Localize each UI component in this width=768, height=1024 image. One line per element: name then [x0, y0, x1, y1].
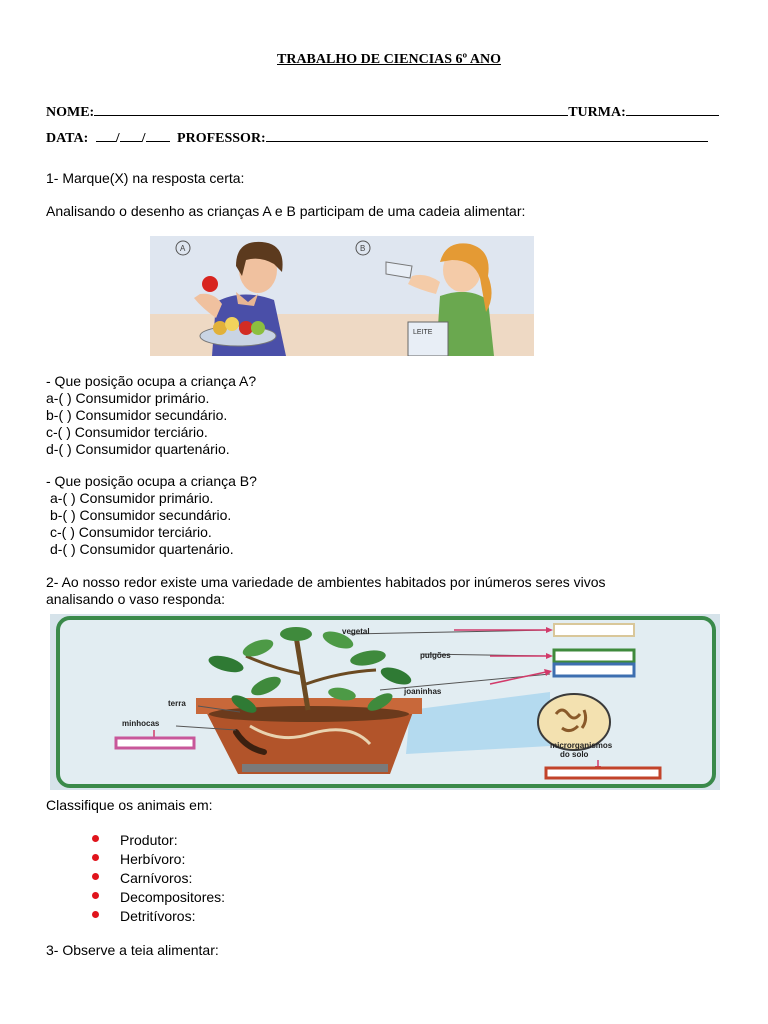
- q1a-option-d[interactable]: d-( ) Consumidor quartenário.: [46, 441, 230, 457]
- q1b-option-d[interactable]: d-( ) Consumidor quartenário.: [50, 541, 234, 557]
- q2-classify: Classifique os animais em:: [46, 797, 213, 813]
- q2-heading-line2: analisando o vaso responda:: [46, 591, 226, 607]
- answer-box-pulgoes[interactable]: [554, 650, 634, 662]
- data-label: DATA:: [46, 131, 89, 146]
- list-item: [92, 907, 392, 926]
- name-row: [46, 102, 719, 121]
- date-day-field[interactable]: [96, 128, 116, 142]
- q1-sub-a: [46, 373, 256, 458]
- date-slash: /: [141, 131, 146, 146]
- turma-label: TURMA:: [568, 105, 626, 120]
- label-do-solo: do solo: [560, 750, 589, 759]
- nome-field[interactable]: [94, 102, 568, 116]
- list-item: [92, 831, 392, 850]
- item-detritivoros: Detritívoros:: [120, 908, 196, 924]
- answer-box-joaninhas[interactable]: [554, 664, 634, 676]
- date-month-field[interactable]: [120, 128, 142, 142]
- q1a-question: - Que posição ocupa a criança A?: [46, 373, 257, 389]
- label-minhocas: minhocas: [122, 719, 160, 728]
- page-title: TRABALHO DE CIENCIAS 6º ANO: [277, 52, 501, 67]
- q2-heading-line1: 2- Ao nosso redor existe uma variedade de ambientes habitados por inúmeros seres vivos: [46, 574, 606, 590]
- label-terra: terra: [168, 699, 186, 708]
- q1a-option-b[interactable]: b-( ) Consumidor secundário.: [46, 407, 228, 423]
- professor-field[interactable]: [266, 128, 708, 142]
- date-row: [46, 128, 708, 147]
- bullet-icon: [92, 873, 99, 880]
- answer-box-microrganismos[interactable]: [546, 768, 660, 778]
- q1-heading: 1- Marque(X) na resposta certa:: [46, 170, 245, 186]
- q1b-option-b[interactable]: b-( ) Consumidor secundário.: [50, 507, 232, 523]
- bullet-icon: [92, 835, 99, 842]
- q3-heading: 3- Observe a teia alimentar:: [46, 942, 219, 958]
- q1b-option-c[interactable]: c-( ) Consumidor terciário.: [50, 524, 212, 540]
- answer-box-vegetal[interactable]: [554, 624, 634, 636]
- nome-label: NOME:: [46, 105, 95, 120]
- turma-field[interactable]: [626, 102, 719, 116]
- item-produtor: Produtor:: [120, 832, 178, 848]
- label-microrganismos: microrganismos: [550, 741, 613, 750]
- q1-sub-b: [46, 473, 257, 558]
- q1b-option-a[interactable]: a-( ) Consumidor primário.: [50, 490, 214, 506]
- bullet-icon: [92, 854, 99, 861]
- label-pulgoes: pulgões: [420, 651, 451, 660]
- bullet-icon: [92, 911, 99, 918]
- item-decompositores: Decompositores:: [120, 889, 226, 905]
- item-carnivoros: Carnívoros:: [120, 870, 193, 886]
- label-joaninhas: joaninhas: [404, 687, 442, 696]
- date-slash: /: [115, 131, 120, 146]
- plant-pot-diagram: [50, 614, 720, 790]
- child-b-label: B: [360, 244, 366, 253]
- label-vegetal: vegetal: [342, 627, 370, 636]
- classification-list: [92, 831, 392, 926]
- item-herbivoro: Herbívoro:: [120, 851, 186, 867]
- professor-label: PROFESSOR:: [177, 131, 266, 146]
- q1-intro: Analisando o desenho as crianças A e B participam de uma cadeia alimentar:: [46, 203, 526, 219]
- milk-carton-label: LEITE: [413, 329, 433, 336]
- date-year-field[interactable]: [146, 128, 170, 142]
- child-a-label: A: [180, 244, 186, 253]
- q1a-option-a[interactable]: a-( ) Consumidor primário.: [46, 390, 210, 406]
- q1a-option-c[interactable]: c-( ) Consumidor terciário.: [46, 424, 208, 440]
- answer-box-minhocas[interactable]: [116, 738, 194, 748]
- list-item: [92, 850, 392, 869]
- bullet-icon: [92, 892, 99, 899]
- list-item: [92, 869, 392, 888]
- list-item: [92, 888, 392, 907]
- q1b-question: - Que posição ocupa a criança B?: [46, 473, 257, 489]
- children-illustration: [150, 236, 534, 356]
